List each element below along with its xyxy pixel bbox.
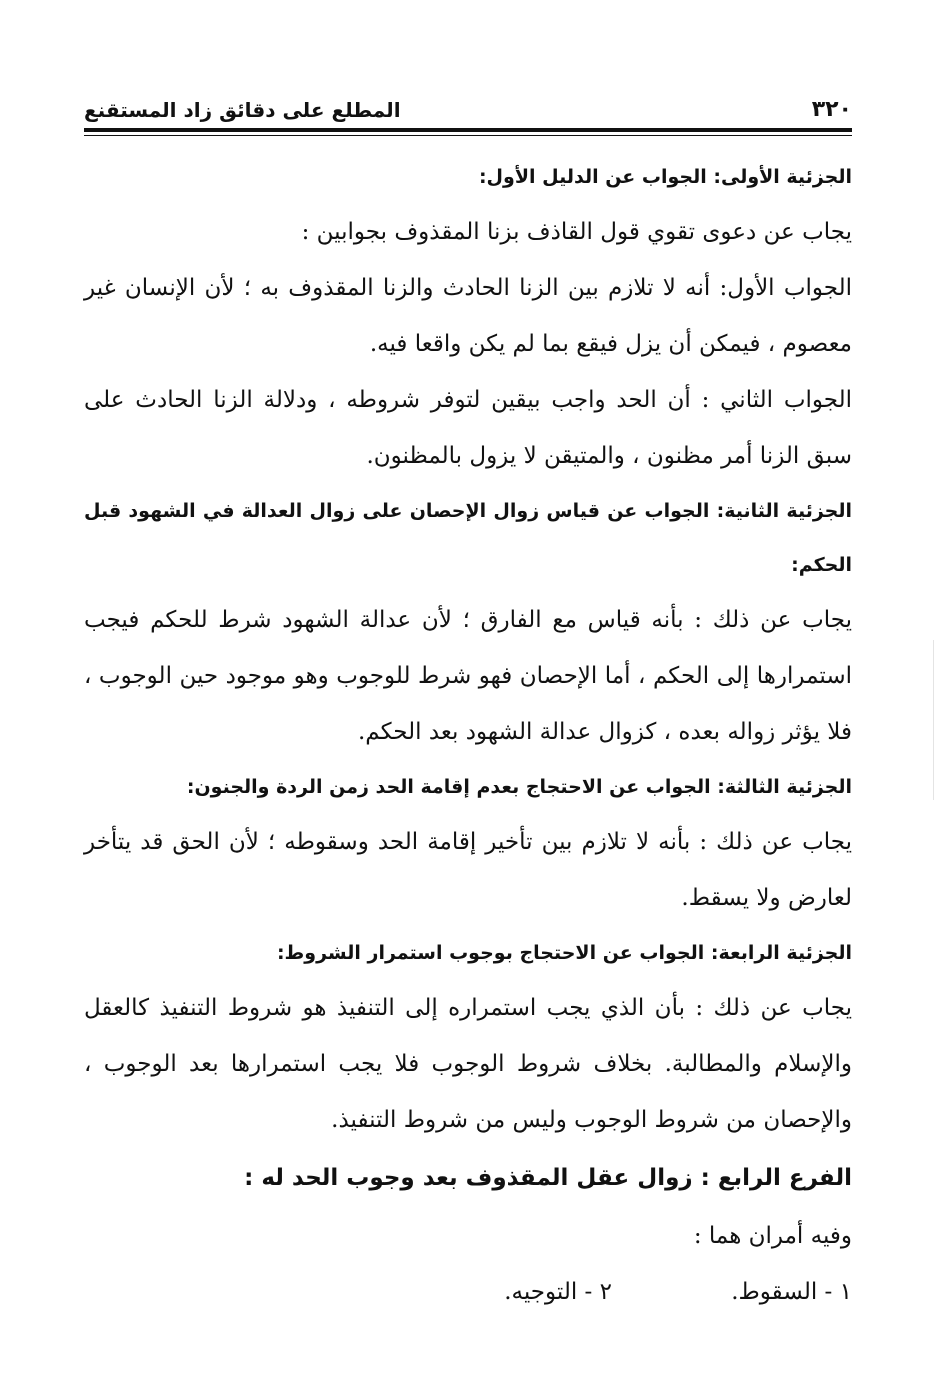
book-title: المطلع على دقائق زاد المستقنع [84,98,401,122]
section-heading-2: الجزئية الثانية: الجواب عن قياس زوال الإحصان على زوال العدالة في الشهود قبل الحكم: [84,500,852,576]
page-content [84,150,852,1320]
section-heading-3: الجزئية الثالثة: الجواب عن الاحتجاج بعدم إقامة الحد زمن الردة والجنون: [186,776,852,798]
header-rule-thin [84,135,852,136]
header-rule-thick [84,128,852,132]
paragraph-section-3: يجاب عن ذلك : بأنه لا تلازم بين تأخير إقامة الحد وسقوطه ؛ لأن الحق قد يتأخر لعارض ولا يسقط. [84,829,852,911]
branch-heading: الفرع الرابع : زوال عقل المقذوف بعد وجوب الحد له : [244,1165,852,1191]
scan-margin-mark [933,640,934,800]
list-item: ١ - السقوط. [731,1279,852,1305]
paragraph-intro: يجاب عن دعوى تقوي قول القاذف بزنا المقذوف بجوابين : [301,219,852,245]
section-heading-1: الجزئية الأولى: الجواب عن الدليل الأول: [478,166,852,188]
paragraph-answer-1: الجواب الأول: أنه لا تلازم بين الزنا الحادث والزنا المقذوف به ؛ لأن الإنسان غير معصوم ، فيمكن أن يزل فيقع بما لم يكن واقعا فيه. [84,275,852,357]
paragraph-answer-2: الجواب الثاني : أن الحد واجب بيقين لتوفر شروطه ، ودلالة الزنا الحادث على سبق الزنا أمر مظنون ، والمتيقن لا يزول بالمظنون. [84,387,852,469]
paragraph-section-4: يجاب عن ذلك : بأن الذي يجب استمراره إلى التنفيذ هو شروط التنفيذ كالعقل والإسلام والمطالبة. بخلاف شروط الوجوب فلا يجب استمرارها بعد الوجوب ، والإحصان من شروط الوجوب وليس من شروط التنفيذ. [84,995,852,1133]
section-heading-4: الجزئية الرابعة: الجواب عن الاحتجاج بوجوب استمرار الشروط: [276,942,852,964]
list-item: ٢ - التوجيه. [504,1279,612,1305]
page-header [84,78,852,122]
book-page [84,78,852,1318]
paragraph-section-2: يجاب عن ذلك : بأنه قياس مع الفارق ؛ لأن عدالة الشهود شرط للحكم فيجب استمرارها إلى الحكم ، أما الإحصان فهو شرط للوجوب وهو موجود حين الوجوب ، فلا يؤثر زواله بعده ، كزوال عدالة الشهود بعد الحكم. [84,607,852,745]
paragraph-two-matters: وفيه أمران هما : [693,1223,852,1249]
page-number: ٣٢٠ [811,97,852,122]
matters-list [84,1264,852,1320]
